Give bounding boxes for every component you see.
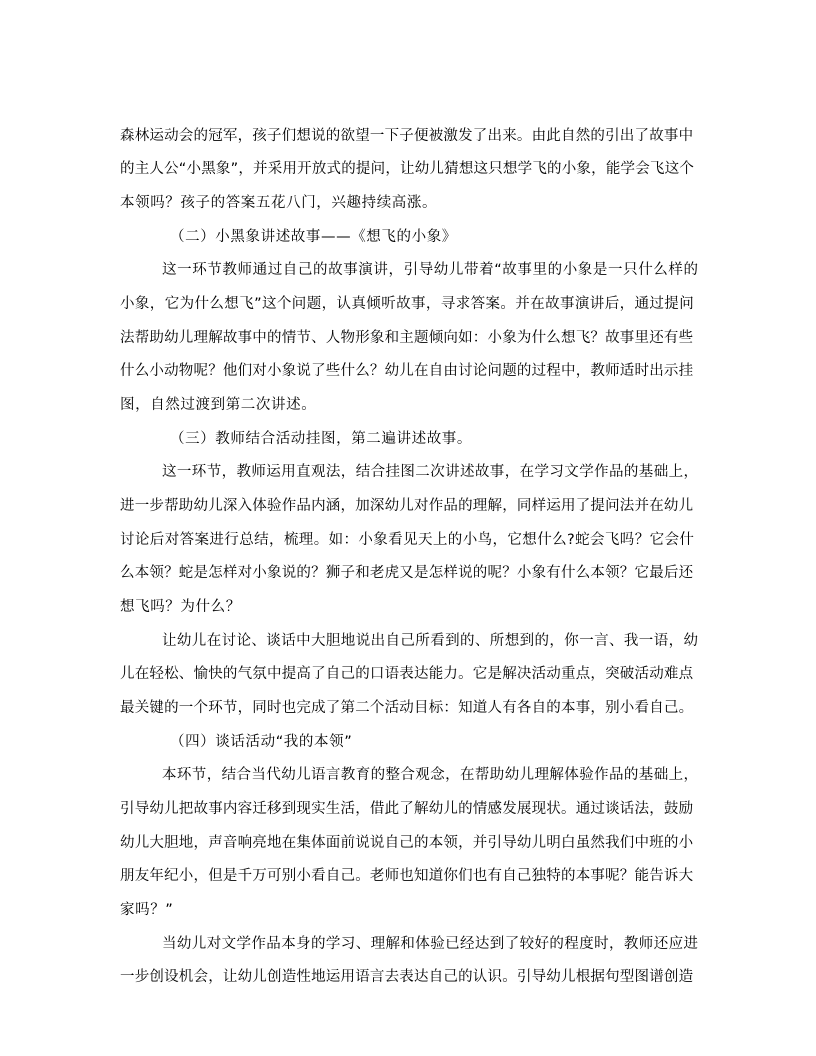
text-line: 这一环节教师通过自己的故事演讲，引导幼儿带着“故事里的小象是一只什么样的 (162, 262, 699, 278)
text-line: 让幼儿在讨论、谈话中大胆地说出自己所看到的、所想到的，你一言、我一语，幼 (162, 633, 699, 649)
text-line: 想飞吗？为什么？ (120, 599, 241, 615)
section-heading-4: （四）谈话活动“我的本领” (170, 734, 353, 750)
text-line: 儿在轻松、愉快的气氛中提高了自己的口语表达能力。它是解决活动重点，突破活动难点 (120, 666, 694, 682)
text-line: 本环节，结合当代幼儿语言教育的整合观念，在帮助幼儿理解体验作品的基础上， (162, 767, 699, 783)
text-line: 小象，它为什么想飞”这个问题，认真倾听故事，寻求答案。并在故事演讲后，通过提问 (120, 296, 695, 312)
text-line: 什么小动物呢？他们对小象说了些什么？幼儿在自由讨论问题的过程中，教师适时出示挂 (120, 363, 694, 379)
section-heading-2: （二）小黑象讲述故事——《想飞的小象》 (170, 229, 457, 245)
text-line: 本领吗？孩子的答案五花八门，兴趣持续高涨。 (120, 195, 438, 211)
text-line: 一步创设机会，让幼儿创造性地运用语言去表达自己的认识。引导幼儿根据句型图谱创造 (120, 969, 694, 985)
text-line: 引导幼儿把故事内容迁移到现实生活，借此了解幼儿的情感发展现状。通过谈话法，鼓励 (120, 801, 694, 817)
text-line: 讨论后对答案进行总结，梳理。如：小象看见天上的小鸟，它想什么?蛇会飞吗？它会什 (120, 532, 695, 548)
text-line: 幼儿大胆地，声音响亮地在集体面前说说自己的本领，并引导幼儿明白虽然我们中班的小 (120, 835, 694, 851)
text-line: 的主人公“小黑象”，并采用开放式的提问，让幼儿猜想这只想学飞的小象，能学会飞这个 (120, 161, 695, 177)
text-line: 家吗？” (120, 902, 174, 918)
text-line: 朋友年纪小，但是千万可别小看自己。老师也知道你们也有自己独特的本事呢？能告诉大 (120, 868, 694, 884)
text-line: 最关键的一个环节，同时也完成了第二个活动目标：知道人有各自的本事，别小看自己。 (120, 700, 694, 716)
text-line: 这一环节，教师运用直观法，结合挂图二次讲述故事，在学习文学作品的基础上， (162, 464, 699, 480)
text-line: 当幼儿对文学作品本身的学习、理解和体验已经达到了较好的程度时，教师还应进 (162, 936, 699, 952)
section-heading-3: （三）教师结合活动挂图，第二遍讲述故事。 (170, 431, 472, 447)
text-line: 进一步帮助幼儿深入体验作品内涵，加深幼儿对作品的理解，同样运用了提问法并在幼儿 (120, 498, 694, 514)
text-line: 么本领？蛇是怎样对小象说的？狮子和老虎又是怎样说的呢？小象有什么本领？它最后还 (120, 565, 694, 581)
text-line: 图，自然过渡到第二次讲述。 (120, 397, 317, 413)
text-line: 法帮助幼儿理解故事中的情节、人物形象和主题倾向如：小象为什么想飞？故事里还有些 (120, 330, 694, 346)
text-line: 森林运动会的冠军，孩子们想说的欲望一下子便被激发了出来。由此自然的引出了故事中 (120, 128, 694, 144)
